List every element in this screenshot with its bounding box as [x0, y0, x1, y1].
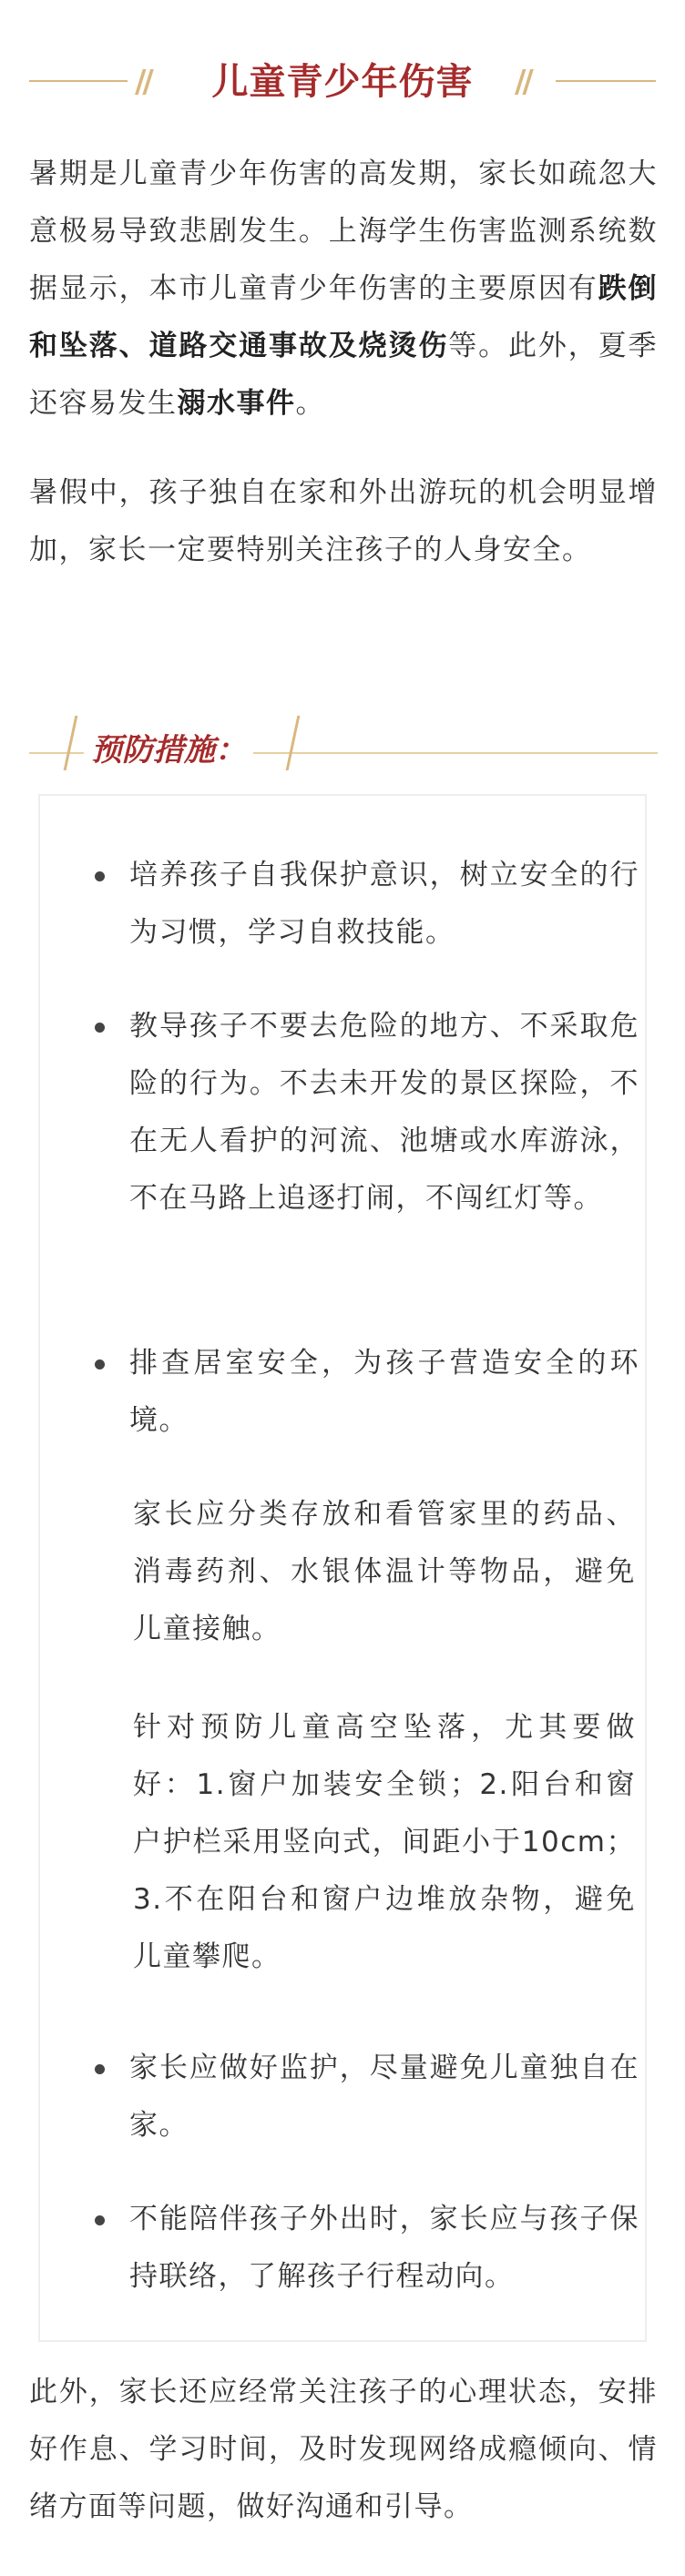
article-title-bar	[0, 0, 685, 164]
list-item: 不能陪伴孩子外出时，家长应与孩子保持联络，了解孩子行程动向。	[129, 2203, 639, 2293]
sub-item: 家长应分类存放和看管家里的药品、消毒药剂、水银体温计等物品，避免儿童接触。	[133, 1498, 636, 1645]
intro-paragraph-2: 暑假中，孩子独自在家和外出游玩的机会明显增加，家长一定要特别关注孩子的人身安全。	[29, 476, 658, 566]
bullet-icon	[95, 871, 105, 881]
title-divider-left	[29, 80, 128, 82]
closing-paragraph: 此外，家长还应经常关注孩子的心理状态，安排好作息、学习时间，及时发现网络成瘾倾向、情绪方面等问题，做好沟通和引导。	[29, 2376, 658, 2523]
section-title: 预防措施：	[84, 725, 253, 769]
list-item: 排查居室安全，为孩子营造安全的环境。	[129, 1347, 639, 1437]
section-bar-left	[64, 716, 78, 770]
page-title: 儿童青少年伤害	[211, 61, 474, 103]
section-header	[0, 701, 685, 783]
bullet-icon	[95, 1359, 105, 1369]
sub-item: 针对预防儿童高空坠落，尤其要做好：1.窗户加装安全锁；2.阳台和窗户护栏采用竖向式，间距小于10cm；3.不在阳台和窗户边堆放杂物，避免儿童攀爬。	[133, 1711, 636, 1973]
bullet-icon	[95, 1023, 105, 1033]
bullet-icon	[95, 2215, 105, 2225]
title-slash-left: //	[135, 64, 150, 100]
list-item: 教导孩子不要去危险的地方、不采取危险的行为。不去未开发的景区探险，不在无人看护的河流、池塘或水库游泳，不在马路上追逐打闹，不闯红灯等。	[129, 1010, 639, 1215]
intro-paragraph-1: 暑期是儿童青少年伤害的高发期，家长如疏忽大意极易导致悲剧发生。上海学生伤害监测系统数据显示，本市儿童青少年伤害的主要原因有跌倒和坠落、道路交通事故及烧烫伤等。此外，夏季还容易发生溺水事件。	[29, 158, 658, 420]
title-slash-right: //	[515, 64, 530, 100]
title-divider-right	[556, 80, 656, 82]
list-item: 培养孩子自我保护意识，树立安全的行为习惯，学习自救技能。	[129, 859, 639, 949]
bullet-icon	[95, 2064, 105, 2074]
section-bar-right	[286, 716, 301, 770]
list-item: 家长应做好监护，尽量避免儿童独自在家。	[129, 2052, 639, 2142]
